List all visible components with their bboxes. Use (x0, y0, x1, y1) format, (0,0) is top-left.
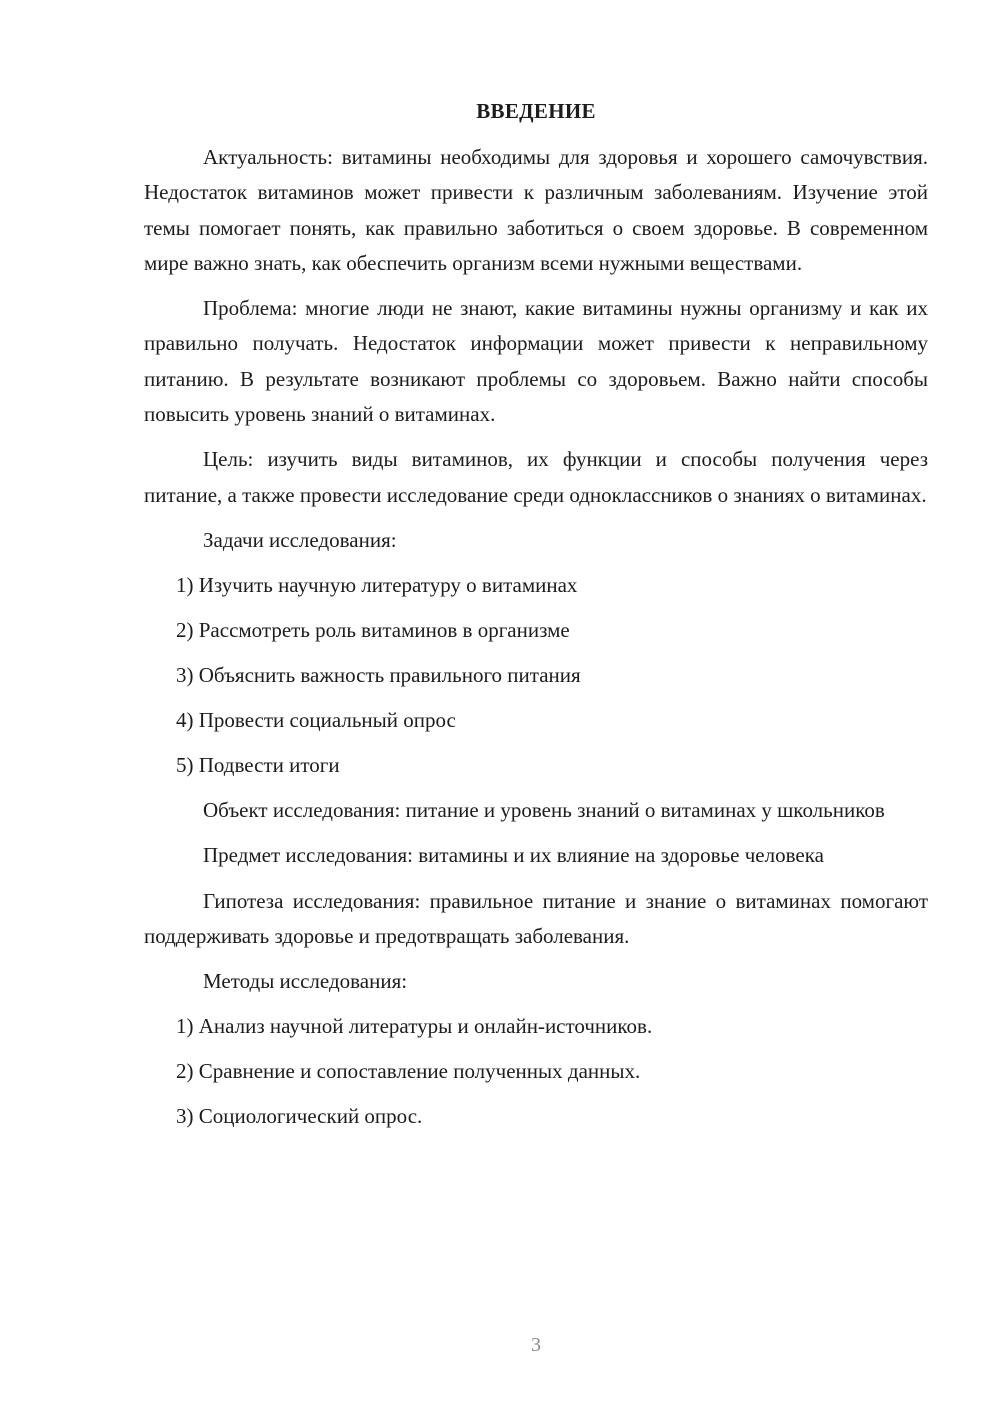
tasks-list (144, 568, 928, 783)
list-item: 5) Подвести итоги (176, 752, 340, 777)
list-item: 1) Изучить научную литературу о витаминах (176, 572, 578, 597)
section-title: ВВЕДЕНИЕ (476, 99, 596, 123)
subject-paragraph: Предмет исследования: витамины и их влияние на здоровье человека (203, 843, 824, 868)
hypothesis-paragraph: Гипотеза исследования: правильное питание и знание о витаминах помогают поддерживать здоровье и предотвращать заболевания. (144, 888, 928, 948)
object-paragraph: Объект исследования: питание и уровень знаний о витаминах у школьников (203, 797, 885, 822)
list-item: 2) Сравнение и сопоставление полученных данных. (176, 1059, 641, 1084)
list-item: 1) Анализ научной литературы и онлайн-источников. (176, 1014, 653, 1039)
list-item: 2) Рассмотреть роль витаминов в организме (176, 617, 570, 642)
list-item: 4) Провести социальный опрос (176, 707, 456, 732)
methods-list (144, 1009, 928, 1134)
methods-heading: Методы исследования: (203, 969, 408, 994)
document-body (144, 96, 928, 1144)
page-number: 3 (531, 1334, 541, 1356)
list-item: 3) Объяснить важность правильного питания (176, 662, 581, 687)
goal-paragraph: Цель: изучить виды витаминов, их функции и способы получения через питание, а также провести исследование среди одноклассников о знаниях о витаминах. (144, 447, 928, 507)
actuality-paragraph: Актуальность: витамины необходимы для здоровья и хорошего самочувствия. Недостаток витаминов может привести к различным заболеваниям. Изучение этой темы помогает понять, как правильно заботиться о своем здоровье. В современном мире важно знать, как обеспечить организм всеми нужными веществами. (144, 145, 928, 275)
problem-paragraph: Проблема: многие люди не знают, какие витамины нужны организму и как их правильно получать. Недостаток информации может привести к неправильному питанию. В результате возникают проблемы со здоровьем. Важно найти способы повысить уровень знаний о витаминах. (144, 296, 928, 427)
list-item: 3) Социологический опрос. (176, 1104, 423, 1129)
tasks-heading: Задачи исследования: (203, 527, 397, 552)
